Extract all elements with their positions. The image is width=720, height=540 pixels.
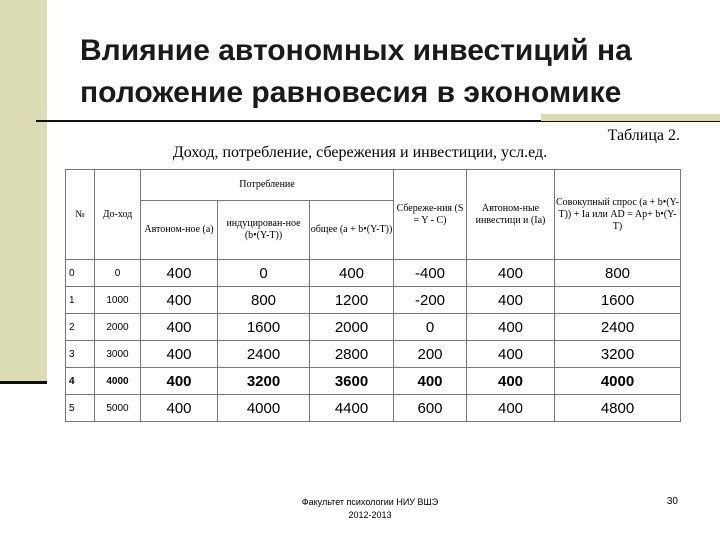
table-cell: 200 [394,341,467,368]
table-cell: 0 [394,314,467,341]
table-cell: 400 [310,260,394,287]
table-cell: 3200 [218,368,310,395]
table-caption: Доход, потребление, сбережения и инвестиции, усл.ед. [172,144,548,161]
table-cell: 4000 [555,368,681,395]
table-cell: -400 [394,260,467,287]
table-cell: -200 [394,287,467,314]
table-cell: 2 [66,314,95,341]
slide-title: Влияние автономных инвестиций на положение равновесия в экономике [80,34,632,109]
table-cell: 0 [218,260,310,287]
header-consumption: Потребление [141,170,394,201]
table-cell: 0 [66,260,95,287]
table-cell: 400 [394,368,467,395]
header-autonomous-consumption: Автоном-ное (а) [141,201,218,260]
table-cell: 600 [394,395,467,422]
table-row [66,341,681,368]
table-cell: 1600 [218,314,310,341]
table-cell: 1000 [95,287,141,314]
page-number: 30 [666,496,678,507]
header-investment: Автоном-ные инвестици и (Ia) [467,170,555,260]
table-cell: 400 [467,341,555,368]
header-induced-consumption: индуцирован-ное (b•(Y-T)) [218,201,310,260]
table-cell: 400 [467,314,555,341]
table-row [66,368,681,395]
table-cell: 2000 [310,314,394,341]
table-row [66,314,681,341]
table-body [66,260,681,422]
table-cell: 400 [141,287,218,314]
footer-years: 2012-2013 [348,510,392,520]
table-cell: 4400 [310,395,394,422]
table-cell: 2800 [310,341,394,368]
left-accent-bar [0,0,47,382]
table-cell: 400 [467,395,555,422]
footer [290,496,450,522]
table-cell: 3 [66,341,95,368]
table-cell: 2400 [555,314,681,341]
table-cell: 0 [95,260,141,287]
table-cell: 1 [66,287,95,314]
header-no: № [66,170,95,260]
header-income: До-ход [95,170,141,260]
title-underline-accent [541,114,720,121]
table-cell: 4000 [218,395,310,422]
table-cell: 400 [467,260,555,287]
table-row [66,395,681,422]
table-cell: 3000 [95,341,141,368]
header-total-consumption: общее (a + b•(Y-T)) [310,201,394,260]
table-cell: 400 [141,314,218,341]
header-savings: Сбереже-ния (S = Y - C) [394,170,467,260]
table-cell: 5000 [95,395,141,422]
table-cell: 400 [141,341,218,368]
table-cell: 5 [66,395,95,422]
table-cell: 2400 [218,341,310,368]
table-cell: 1600 [555,287,681,314]
table-cell: 4 [66,368,95,395]
table-cell: 800 [555,260,681,287]
table-row [66,260,681,287]
table-cell: 4800 [555,395,681,422]
left-accent-rule [0,381,47,384]
footer-faculty: Факультет психологии НИУ ВШЭ [301,497,439,507]
header-aggregate-demand: Совокупный спрос (a + b•(Y-T)) + Ia или AD = Ap+ b•(Y-T) [555,170,681,260]
table-cell: 400 [141,368,218,395]
table-cell: 400 [467,368,555,395]
table-cell: 4000 [95,368,141,395]
table-cell: 2000 [95,314,141,341]
table-cell: 400 [467,287,555,314]
table-number: Таблица 2. [607,127,680,144]
table-cell: 1200 [310,287,394,314]
table-cell: 400 [141,395,218,422]
equilibrium-table [65,169,681,422]
table-row [66,287,681,314]
table-cell: 400 [141,260,218,287]
table-cell: 3200 [555,341,681,368]
table-cell: 3600 [310,368,394,395]
table-cell: 800 [218,287,310,314]
